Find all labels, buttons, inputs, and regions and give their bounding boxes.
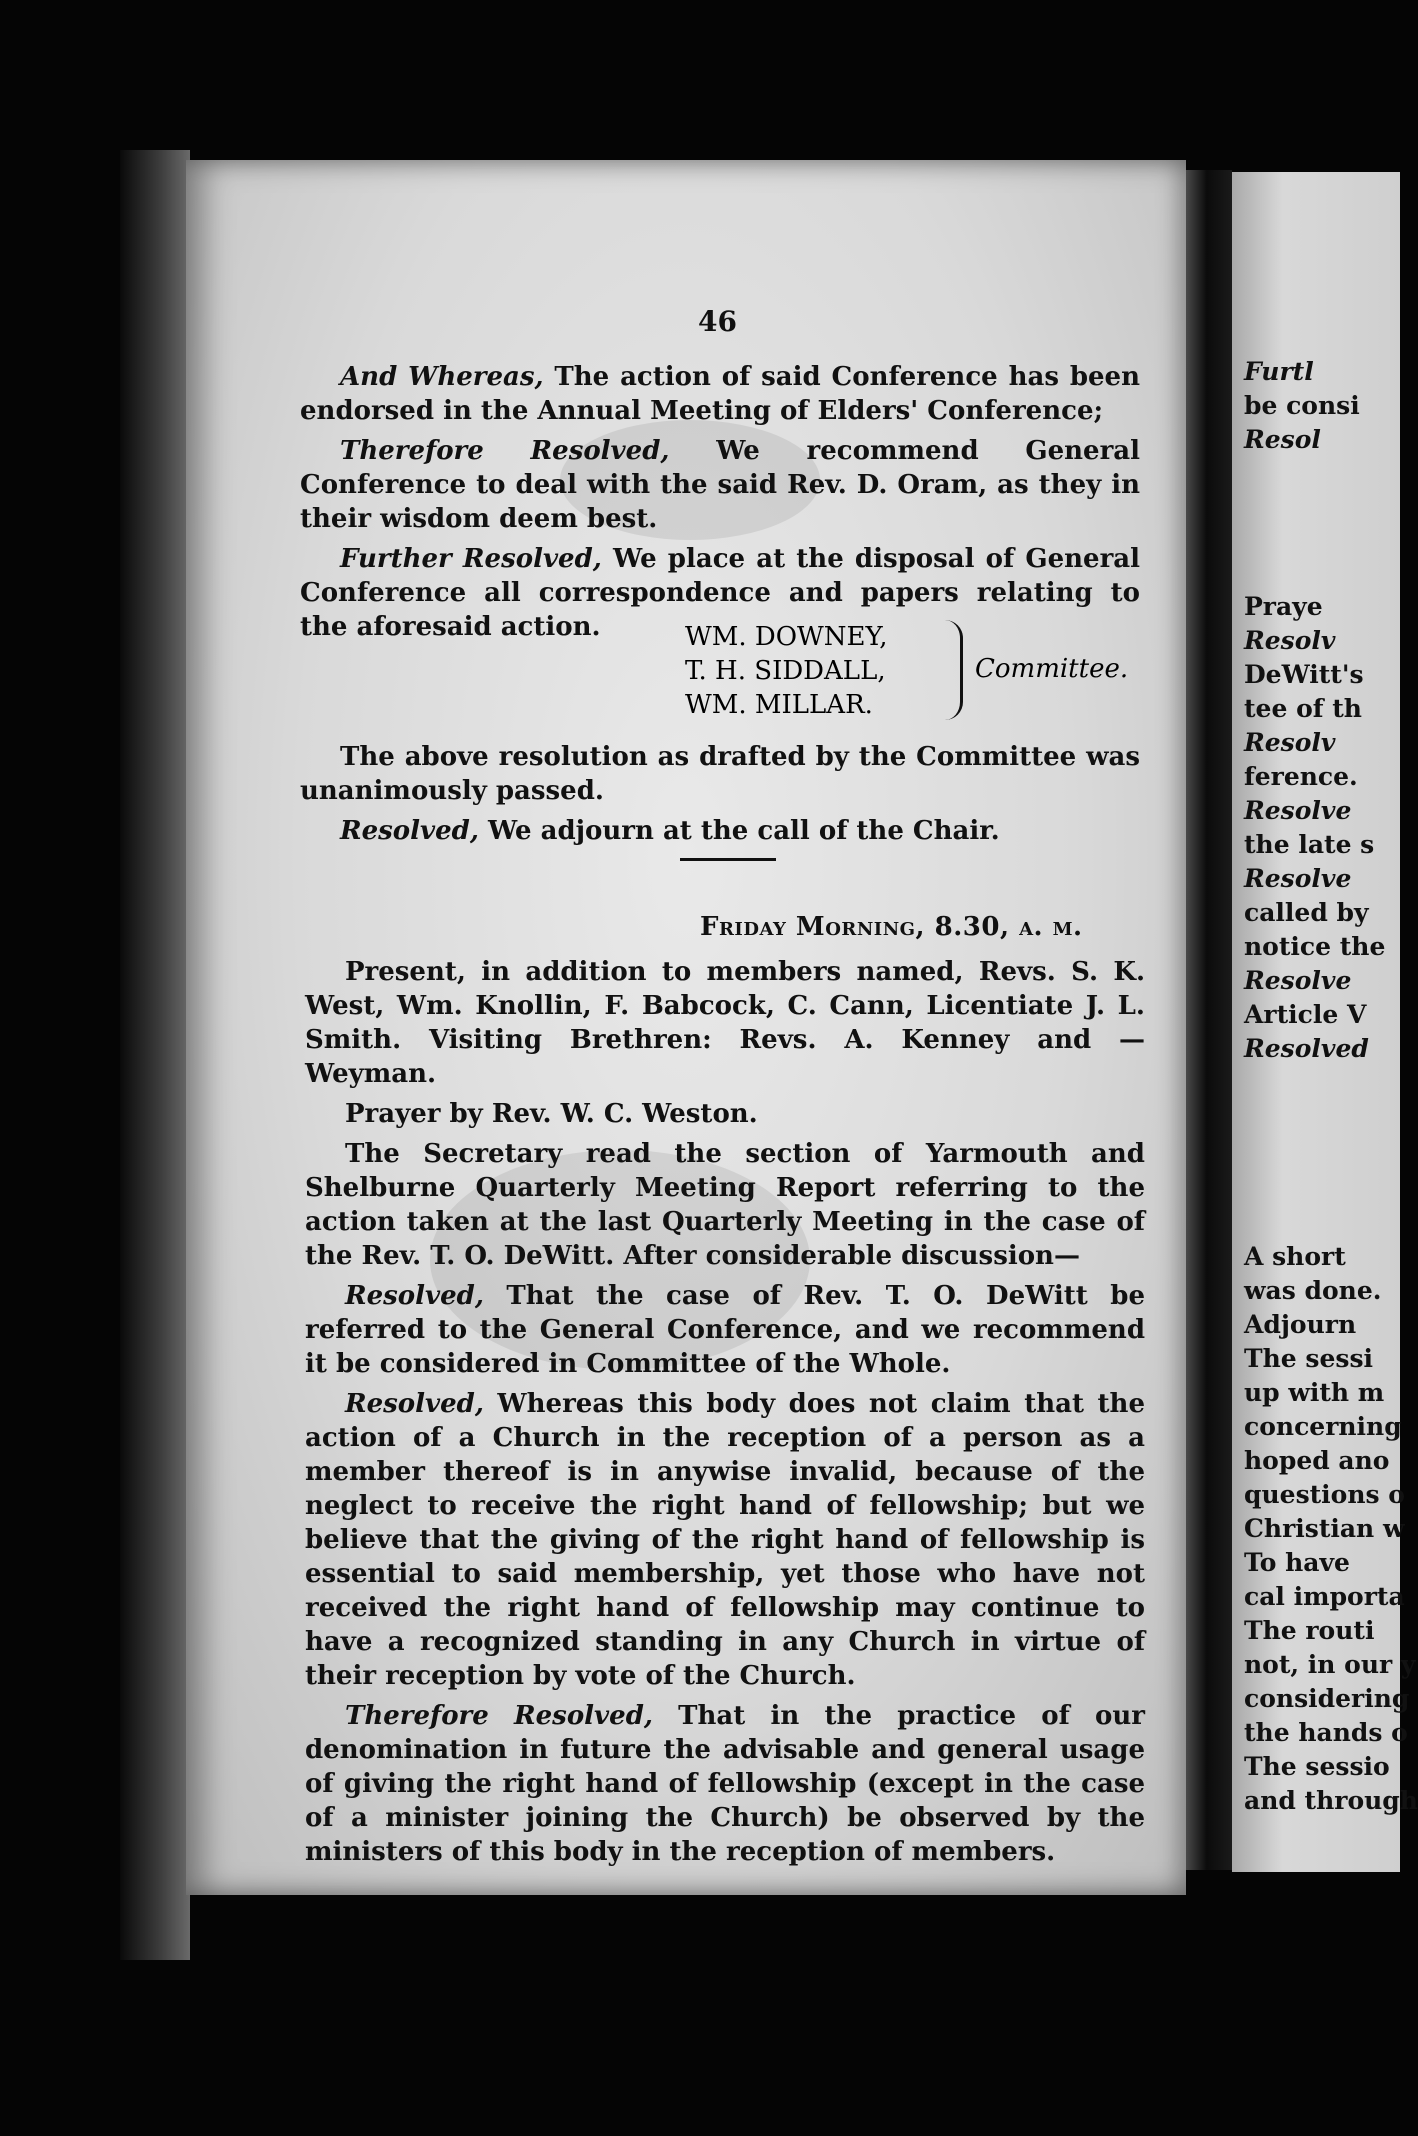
- committee-label: Committee.: [975, 654, 1129, 684]
- committee-brace: [940, 620, 963, 720]
- paragraph-text: The action of said Conference has been endorsed in the Annual Meeting of Elders' Conference;: [300, 362, 1140, 426]
- right-page-line: cal importa: [1244, 1582, 1405, 1611]
- paragraph: [305, 1279, 1145, 1381]
- committee-member: WM. MILLAR.: [685, 690, 873, 720]
- right-page-line: notice the: [1244, 932, 1386, 961]
- right-page-line: hoped ano: [1244, 1446, 1390, 1475]
- paragraph: [300, 360, 1140, 428]
- book-binding: [120, 150, 190, 1960]
- page-number: 46: [698, 305, 737, 338]
- paragraph-text: Prayer by Rev. W. C. Weston.: [345, 1099, 758, 1129]
- paragraph-lead: And Whereas,: [340, 362, 544, 392]
- right-page-line: be consi: [1244, 391, 1360, 420]
- right-page-line: the late s: [1244, 830, 1375, 859]
- paragraph-text: The above resolution as drafted by the Committee was unanimously passed.: [300, 742, 1140, 806]
- right-page-line: DeWitt's: [1244, 660, 1364, 689]
- right-page-line: tee of th: [1244, 694, 1362, 723]
- right-page-line: Resolv: [1244, 728, 1336, 757]
- paragraph-text: The Secretary read the section of Yarmouth and Shelburne Quarterly Meeting Report referring to the action taken at the last Quarterly Meeting in the case of the Rev. T. O. DeWitt. After considerable discussion—: [305, 1139, 1145, 1271]
- right-page-line: Resolv: [1244, 626, 1336, 655]
- paragraph-text: That the case of Rev. T. O. DeWitt be referred to the General Conference, and we recommend it be considered in Committee of the Whole.: [305, 1281, 1145, 1379]
- right-page-line: was done.: [1244, 1276, 1382, 1305]
- right-page-line: ference.: [1244, 762, 1358, 791]
- right-page-line: called by: [1244, 898, 1369, 927]
- paragraph-text: Present, in addition to members named, Revs. S. K. West, Wm. Knollin, F. Babcock, C. Cann, Licentiate J. L. Smith. Visiting Brethren: Revs. A. Kenney and — Weyman.: [305, 957, 1145, 1089]
- paragraph-lead: Therefore Resolved,: [340, 436, 670, 466]
- paragraph: [305, 1137, 1145, 1273]
- right-page-line: A short: [1244, 1242, 1346, 1271]
- right-page-line: Praye: [1244, 592, 1323, 621]
- paragraph-text: We adjourn at the call of the Chair.: [478, 816, 1000, 846]
- committee-member: T. H. SIDDALL,: [685, 656, 886, 686]
- right-page-line: To have: [1244, 1548, 1350, 1577]
- right-page-line: Resolve: [1244, 966, 1352, 995]
- right-page-line: concerning: [1244, 1412, 1402, 1441]
- paragraph-text: We place at the disposal of General Conference all correspondence and papers relating to the aforesaid action.: [300, 544, 1140, 642]
- paragraph: [305, 955, 1145, 1091]
- paragraph-lead: Therefore Resolved,: [345, 1701, 653, 1731]
- paragraph-lead: Resolved,: [345, 1281, 484, 1311]
- paragraph-lead: Resolved,: [340, 816, 479, 846]
- right-page-line: up with m: [1244, 1378, 1385, 1407]
- right-page-line: and through: [1244, 1786, 1418, 1815]
- right-page-line: considering: [1244, 1684, 1410, 1713]
- right-page-line: The sessi: [1244, 1344, 1374, 1373]
- right-page-line: The sessio: [1244, 1752, 1390, 1781]
- right-page-line: Resolve: [1244, 796, 1352, 825]
- right-page-line: not, in our y: [1244, 1650, 1416, 1679]
- friday-minutes: [305, 955, 1145, 1875]
- right-page-line: Resolve: [1244, 864, 1352, 893]
- section-heading: Friday Morning, 8.30, a. m.: [700, 912, 1083, 942]
- right-page-line: Resolved: [1244, 1034, 1369, 1063]
- paragraph-text: That in the practice of our denomination in future the advisable and general usage of giving the right hand of fellowship (except in the case of a minister joining the Church) be observed by the ministers of this body in the reception of members.: [305, 1701, 1145, 1867]
- right-page-line: the hands o: [1244, 1718, 1408, 1747]
- right-page-line: Resol: [1244, 425, 1321, 454]
- right-page-line: Christian w: [1244, 1514, 1405, 1543]
- paragraph: [305, 1387, 1145, 1693]
- committee-members: [685, 620, 888, 722]
- paragraph: [300, 434, 1140, 536]
- right-page-line: The routi: [1244, 1616, 1375, 1645]
- paragraph: [300, 814, 1140, 848]
- paragraph-lead: Resolved,: [345, 1389, 484, 1419]
- right-page-line: Article V: [1244, 1000, 1367, 1029]
- intro-paragraphs: [300, 360, 1140, 650]
- book-gutter: [1186, 170, 1232, 1870]
- committee-signature: [685, 620, 1129, 730]
- right-page-line: questions o: [1244, 1480, 1405, 1509]
- paragraph-lead: Further Resolved,: [340, 544, 602, 574]
- resolution-result: [300, 740, 1140, 854]
- paragraph: [300, 740, 1140, 808]
- paragraph-text: We recommend General Conference to deal with the said Rev. D. Oram, as they in their wisdom deem best.: [300, 436, 1140, 534]
- committee-member: WM. DOWNEY,: [685, 622, 888, 652]
- paragraph-text: Whereas this body does not claim that the action of a Church in the reception of a person as a member thereof is in anywise invalid, because of the neglect to receive the right hand of fellowship; but we believe that the giving of the right hand of fellowship is essential to said membership, yet those who have not received the right hand of fellowship may continue to have a recognized standing in any Church in virtue of their reception by vote of the Church.: [305, 1389, 1145, 1691]
- right-page-line: Adjourn: [1244, 1310, 1357, 1339]
- paragraph: [305, 1699, 1145, 1869]
- section-divider: [680, 858, 776, 861]
- right-page-line: Furtl: [1244, 357, 1314, 386]
- paragraph: [305, 1097, 1145, 1131]
